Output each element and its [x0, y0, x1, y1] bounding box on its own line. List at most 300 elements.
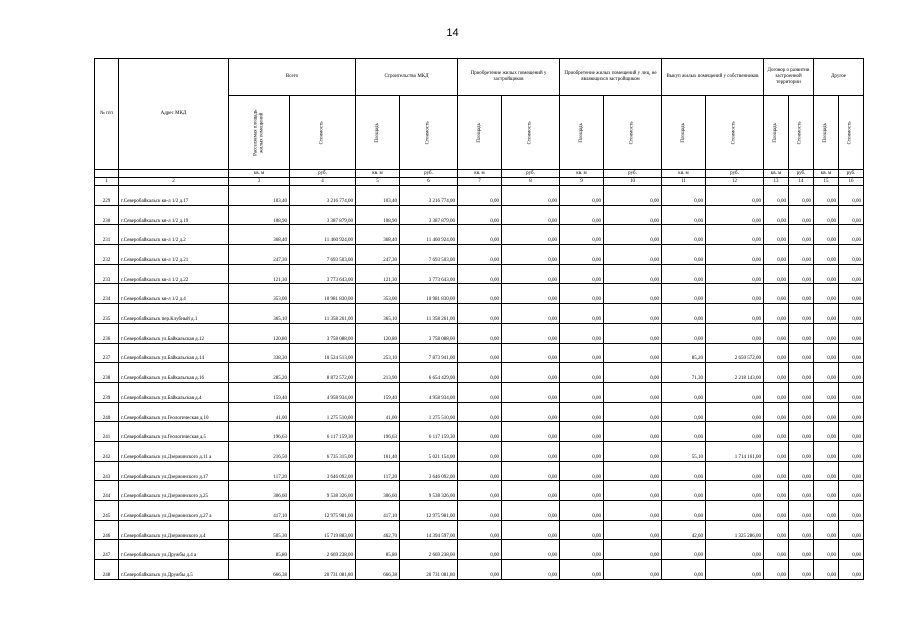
row-value: 0,00	[662, 481, 706, 501]
row-value: 0,00	[814, 245, 839, 265]
row-value: 4 958 934,00	[290, 382, 356, 402]
row-value: 196,63	[229, 422, 290, 442]
row-value: 0,00	[662, 461, 706, 481]
row-value: 0,00	[458, 501, 502, 521]
row-value: 0,00	[662, 304, 706, 324]
row-value: 0,00	[789, 520, 814, 540]
col-number: 8	[502, 178, 560, 186]
header-total: Всего	[229, 59, 356, 96]
row-number: 235	[95, 304, 119, 324]
row-address: г.Северобайкальск ул.Дзержинского д.27 а	[119, 501, 229, 521]
row-value: 3 387 879,00	[290, 205, 356, 225]
row-value: 0,00	[662, 402, 706, 422]
row-value: 0,00	[458, 245, 502, 265]
row-value: 0,00	[706, 186, 764, 206]
row-value: 0,00	[502, 186, 560, 206]
row-value: 0,00	[814, 560, 839, 580]
row-value: 0,00	[706, 422, 764, 442]
row-value: 0,00	[814, 264, 839, 284]
row-value: 0,00	[764, 441, 789, 461]
row-value: 0,00	[764, 540, 789, 560]
row-value: 0,00	[458, 481, 502, 501]
row-value: 15 719 883,00	[290, 520, 356, 540]
row-value: 0,00	[814, 304, 839, 324]
row-address: г.Северобайкальск ул.Дзержинского д.11 а	[119, 441, 229, 461]
unit-cell: руб.	[706, 170, 764, 178]
row-value: 0,00	[604, 245, 662, 265]
row-value: 365,10	[229, 304, 290, 324]
row-value: 0,00	[604, 422, 662, 442]
row-value: 0,00	[502, 245, 560, 265]
header-resettled-area: Расселяемая площадь жилых помещений	[253, 109, 264, 156]
row-value: 1 325 286,00	[706, 520, 764, 540]
table-row	[95, 402, 864, 422]
row-value: 5 021 154,00	[400, 441, 458, 461]
row-value: 0,00	[560, 422, 604, 442]
row-number: 247	[95, 540, 119, 560]
row-value: 0,00	[814, 284, 839, 304]
row-value: 42,60	[662, 520, 706, 540]
row-value: 0,00	[814, 481, 839, 501]
row-value: 0,00	[662, 560, 706, 580]
row-value: 0,00	[502, 382, 560, 402]
unit-cell: руб.	[604, 170, 662, 178]
row-value: 0,00	[839, 461, 864, 481]
header-area: Площадь	[773, 122, 779, 143]
column-number-row	[95, 178, 864, 186]
row-value: 0,00	[839, 382, 864, 402]
row-address: г.Северобайкальск ул.Байкальская д.12	[119, 323, 229, 343]
row-value: 6 735 315,00	[290, 441, 356, 461]
row-value: 0,00	[502, 560, 560, 580]
row-value: 85,80	[356, 540, 400, 560]
row-value: 0,00	[814, 225, 839, 245]
row-value: 0,00	[458, 264, 502, 284]
row-value: 0,00	[502, 441, 560, 461]
row-value: 0,00	[764, 363, 789, 383]
row-value: 0,00	[458, 461, 502, 481]
table-row	[95, 264, 864, 284]
row-value: 0,00	[706, 264, 764, 284]
row-value: 0,00	[560, 363, 604, 383]
row-value: 0,00	[502, 422, 560, 442]
row-value: 0,00	[662, 264, 706, 284]
table-body	[95, 186, 864, 580]
row-value: 285,20	[229, 363, 290, 383]
row-value: 0,00	[502, 264, 560, 284]
row-value: 0,00	[560, 540, 604, 560]
row-value: 0,00	[764, 323, 789, 343]
row-number: 245	[95, 501, 119, 521]
col-number: 5	[356, 178, 400, 186]
table-row	[95, 186, 864, 206]
row-value: 0,00	[502, 284, 560, 304]
row-value: 0,00	[839, 501, 864, 521]
col-number: 1	[95, 178, 119, 186]
row-value: 0,00	[839, 284, 864, 304]
row-value: 12 975 981,00	[400, 501, 458, 521]
row-number: 231	[95, 225, 119, 245]
row-value: 0,00	[560, 501, 604, 521]
row-value: 0,00	[604, 520, 662, 540]
row-address: г.Северобайкальск ул.Байкальская д.14	[119, 343, 229, 363]
row-value: 11 358 261,00	[290, 304, 356, 324]
row-value: 353,00	[356, 284, 400, 304]
table-row	[95, 461, 864, 481]
row-value: 0,00	[814, 186, 839, 206]
unit-cell: кв. м	[356, 170, 400, 178]
row-value: 0,00	[604, 382, 662, 402]
row-value: 121,30	[356, 264, 400, 284]
row-value: 7 693 503,00	[290, 245, 356, 265]
col-number: 13	[764, 178, 789, 186]
table-row	[95, 382, 864, 402]
row-value: 41,00	[356, 402, 400, 422]
row-value: 417,10	[229, 501, 290, 521]
row-value: 0,00	[814, 323, 839, 343]
row-value: 0,00	[839, 402, 864, 422]
row-address: г.Северобайкальск кв-л 1/2 д.17	[119, 186, 229, 206]
row-value: 2 669 238,00	[400, 540, 458, 560]
row-value: 0,00	[458, 225, 502, 245]
row-value: 0,00	[839, 245, 864, 265]
row-value: 0,00	[458, 402, 502, 422]
row-value: 0,00	[502, 304, 560, 324]
row-value: 0,00	[789, 540, 814, 560]
row-value: 0,00	[560, 186, 604, 206]
row-value: 0,00	[604, 540, 662, 560]
row-value: 3 646 092,00	[290, 461, 356, 481]
row-value: 0,00	[458, 382, 502, 402]
row-value: 3 646 092,00	[400, 461, 458, 481]
row-address: г.Северобайкальск ул.Дружбы д.4 а	[119, 540, 229, 560]
row-value: 0,00	[764, 245, 789, 265]
row-value: 0,00	[839, 540, 864, 560]
row-value: 2 669 238,00	[290, 540, 356, 560]
row-number: 243	[95, 461, 119, 481]
header-cost: Стоимость	[848, 120, 854, 145]
header-area: Площадь	[823, 122, 829, 143]
row-value: 71,30	[662, 363, 706, 383]
row-value: 85,20	[662, 343, 706, 363]
row-value: 0,00	[560, 304, 604, 324]
row-number: 239	[95, 382, 119, 402]
row-value: 0,00	[814, 363, 839, 383]
row-value: 0,00	[814, 205, 839, 225]
row-value: 0,00	[706, 323, 764, 343]
row-value: 0,00	[839, 343, 864, 363]
row-value: 0,00	[604, 402, 662, 422]
row-value: 0,00	[814, 422, 839, 442]
row-value: 0,00	[458, 560, 502, 580]
row-value: 0,00	[764, 186, 789, 206]
row-value: 0,00	[839, 205, 864, 225]
row-address: г.Северобайкальск ул.Дружбы д.5	[119, 560, 229, 580]
row-value: 103,40	[229, 186, 290, 206]
header-cost: Стоимость	[629, 120, 635, 145]
table-row	[95, 225, 864, 245]
row-value: 85,80	[229, 540, 290, 560]
row-value: 0,00	[789, 205, 814, 225]
row-value: 0,00	[458, 540, 502, 560]
row-value: 0,00	[706, 284, 764, 304]
header-territory: Договор о развитии застроенной территории	[764, 59, 814, 96]
row-value: 0,00	[764, 343, 789, 363]
row-value: 0,00	[764, 304, 789, 324]
col-number: 16	[839, 178, 864, 186]
row-value: 0,00	[789, 441, 814, 461]
row-value: 0,00	[764, 422, 789, 442]
row-value: 0,00	[560, 461, 604, 481]
row-value: 0,00	[604, 186, 662, 206]
row-value: 9 538 326,00	[400, 481, 458, 501]
row-value: 0,00	[764, 284, 789, 304]
unit-cell: кв. м	[662, 170, 706, 178]
row-value: 0,00	[502, 205, 560, 225]
row-value: 0,00	[604, 560, 662, 580]
row-value: 0,00	[764, 501, 789, 521]
row-value: 0,00	[560, 245, 604, 265]
table-row	[95, 205, 864, 225]
row-value: 0,00	[789, 304, 814, 324]
row-value: 0,00	[604, 205, 662, 225]
row-value: 0,00	[764, 520, 789, 540]
row-address: г.Северобайкальск кв-л 1/2 д.19	[119, 205, 229, 225]
row-value: 0,00	[560, 343, 604, 363]
row-value: 0,00	[502, 225, 560, 245]
row-value: 9 538 326,00	[290, 481, 356, 501]
row-value: 247,30	[356, 245, 400, 265]
row-value: 0,00	[560, 382, 604, 402]
row-value: 120,80	[229, 323, 290, 343]
row-value: 0,00	[662, 323, 706, 343]
row-value: 0,00	[662, 186, 706, 206]
row-value: 117,20	[356, 461, 400, 481]
row-value: 0,00	[662, 382, 706, 402]
row-value: 368,40	[229, 225, 290, 245]
table-row	[95, 441, 864, 461]
row-address: г.Северобайкальск ул.Дзержинского д.4	[119, 520, 229, 540]
row-number: 233	[95, 264, 119, 284]
row-number: 230	[95, 205, 119, 225]
row-value: 0,00	[764, 560, 789, 580]
row-value: 0,00	[814, 402, 839, 422]
row-value: 7 873 941,00	[400, 343, 458, 363]
row-number: 229	[95, 186, 119, 206]
header-other: Другое	[814, 59, 864, 96]
row-value: 11 460 924,00	[290, 225, 356, 245]
row-value: 55,10	[662, 441, 706, 461]
row-value: 0,00	[662, 205, 706, 225]
row-number: 234	[95, 284, 119, 304]
row-value: 3 216 774,00	[290, 186, 356, 206]
header-area: Площадь	[680, 122, 686, 143]
col-number: 15	[814, 178, 839, 186]
col-number: 3	[229, 178, 290, 186]
row-value: 505,30	[229, 520, 290, 540]
row-address: г.Северобайкальск ул.Байкальская д.16	[119, 363, 229, 383]
col-number: 11	[662, 178, 706, 186]
row-value: 41,00	[229, 402, 290, 422]
row-value: 0,00	[662, 540, 706, 560]
row-value: 0,00	[764, 481, 789, 501]
table-row	[95, 540, 864, 560]
row-value: 3 773 643,00	[290, 264, 356, 284]
row-value: 0,00	[604, 343, 662, 363]
row-value: 0,00	[502, 402, 560, 422]
row-address: г.Северобайкальск ул.Байкальская д.4	[119, 382, 229, 402]
row-value: 196,63	[356, 422, 400, 442]
row-value: 417,10	[356, 501, 400, 521]
header-cost: Стоимость	[731, 120, 737, 145]
header-buyout: Выкуп жилых помещений у собственников	[662, 59, 764, 96]
row-value: 0,00	[458, 363, 502, 383]
unit-cell: руб.	[502, 170, 560, 178]
row-value: 0,00	[789, 186, 814, 206]
table-row	[95, 560, 864, 580]
header-purchase-dev: Приобретение жилых помещений у застройщиков	[458, 59, 560, 96]
row-number: 248	[95, 560, 119, 580]
row-value: 103,40	[356, 186, 400, 206]
row-value: 0,00	[764, 205, 789, 225]
row-value: 306,60	[229, 481, 290, 501]
row-value: 0,00	[814, 540, 839, 560]
col-number: 14	[789, 178, 814, 186]
row-value: 0,00	[604, 441, 662, 461]
row-value: 0,00	[706, 461, 764, 481]
row-value: 3 216 774,00	[400, 186, 458, 206]
row-value: 0,00	[789, 245, 814, 265]
header-area: Площадь	[578, 122, 584, 143]
page-number: 14	[446, 27, 459, 39]
row-number: 240	[95, 402, 119, 422]
row-value: 666,38	[229, 560, 290, 580]
row-value: 0,00	[814, 461, 839, 481]
row-value: 0,00	[839, 323, 864, 343]
table-row	[95, 422, 864, 442]
row-value: 0,00	[839, 520, 864, 540]
row-value: 0,00	[789, 363, 814, 383]
resettlement-table	[94, 58, 864, 580]
col-number: 12	[706, 178, 764, 186]
row-value: 0,00	[706, 501, 764, 521]
unit-cell: кв. м	[229, 170, 290, 178]
row-address: г.Северобайкальск ул.Геологическая д.10	[119, 402, 229, 422]
row-value: 0,00	[839, 363, 864, 383]
row-value: 0,00	[706, 481, 764, 501]
row-value: 0,00	[560, 323, 604, 343]
unit-cell: кв. м	[458, 170, 502, 178]
row-value: 0,00	[789, 323, 814, 343]
row-value: 0,00	[814, 382, 839, 402]
row-value: 0,00	[604, 323, 662, 343]
row-value: 0,00	[560, 520, 604, 540]
row-value: 1 275 510,00	[400, 402, 458, 422]
unit-cell: кв. м	[560, 170, 604, 178]
row-value: 247,30	[229, 245, 290, 265]
row-value: 20 731 081,80	[290, 560, 356, 580]
row-value: 0,00	[839, 264, 864, 284]
row-value: 0,00	[502, 343, 560, 363]
row-value: 0,00	[662, 422, 706, 442]
row-value: 0,00	[458, 323, 502, 343]
row-value: 0,00	[789, 343, 814, 363]
row-address: г.Северобайкальск ул.Дзержинского д.25	[119, 481, 229, 501]
row-number: 232	[95, 245, 119, 265]
unit-cell: кв. м	[764, 170, 789, 178]
header-num: № п/п	[95, 59, 119, 170]
table-row	[95, 245, 864, 265]
row-number: 242	[95, 441, 119, 461]
row-value: 0,00	[706, 304, 764, 324]
row-value: 0,00	[662, 501, 706, 521]
row-value: 14 394 597,00	[400, 520, 458, 540]
header-cost: Стоимость	[798, 120, 804, 145]
row-value: 20 731 081,80	[400, 560, 458, 580]
row-address: г.Северобайкальск ул.Дзержинского д.17	[119, 461, 229, 481]
row-number: 237	[95, 343, 119, 363]
row-number: 238	[95, 363, 119, 383]
row-number: 241	[95, 422, 119, 442]
row-value: 0,00	[458, 186, 502, 206]
unit-cell: руб.	[839, 170, 864, 178]
row-value: 0,00	[604, 461, 662, 481]
unit-cell: кв. м	[814, 170, 839, 178]
col-number: 9	[560, 178, 604, 186]
row-value: 462,70	[356, 520, 400, 540]
row-value: 0,00	[706, 205, 764, 225]
row-value: 0,00	[764, 225, 789, 245]
header-construction: Строительство МКД	[356, 59, 458, 96]
row-value: 0,00	[458, 284, 502, 304]
table-row	[95, 481, 864, 501]
row-value: 0,00	[604, 284, 662, 304]
row-value: 0,00	[560, 205, 604, 225]
row-value: 0,00	[789, 225, 814, 245]
col-number: 6	[400, 178, 458, 186]
row-value: 0,00	[458, 205, 502, 225]
header-address: Адрес МКД	[119, 59, 229, 170]
col-number: 10	[604, 178, 662, 186]
row-value: 0,00	[764, 461, 789, 481]
col-number: 2	[119, 178, 229, 186]
row-address: г.Северобайкальск кв-л 1/2 д.22	[119, 264, 229, 284]
row-value: 0,00	[706, 382, 764, 402]
row-value: 306,60	[356, 481, 400, 501]
row-value: 10 981 830,00	[290, 284, 356, 304]
row-number: 246	[95, 520, 119, 540]
table-row	[95, 343, 864, 363]
row-address: г.Северобайкальск ул.Геологическая д.5	[119, 422, 229, 442]
row-value: 0,00	[789, 461, 814, 481]
row-value: 353,00	[229, 284, 290, 304]
row-value: 0,00	[560, 402, 604, 422]
row-value: 0,00	[706, 540, 764, 560]
row-value: 1 275 510,00	[290, 402, 356, 422]
row-value: 0,00	[458, 343, 502, 363]
units-row	[95, 170, 864, 178]
row-address: г.Северобайкальск пер.Клубный д.1	[119, 304, 229, 324]
row-value: 0,00	[604, 304, 662, 324]
row-address: г.Северобайкальск кв-л 1/2 д.2	[119, 225, 229, 245]
row-value: 3 773 643,00	[400, 264, 458, 284]
row-value: 365,10	[356, 304, 400, 324]
row-value: 159,40	[229, 382, 290, 402]
row-value: 0,00	[706, 402, 764, 422]
row-value: 0,00	[662, 225, 706, 245]
unit-cell: руб.	[400, 170, 458, 178]
row-value: 666,38	[356, 560, 400, 580]
